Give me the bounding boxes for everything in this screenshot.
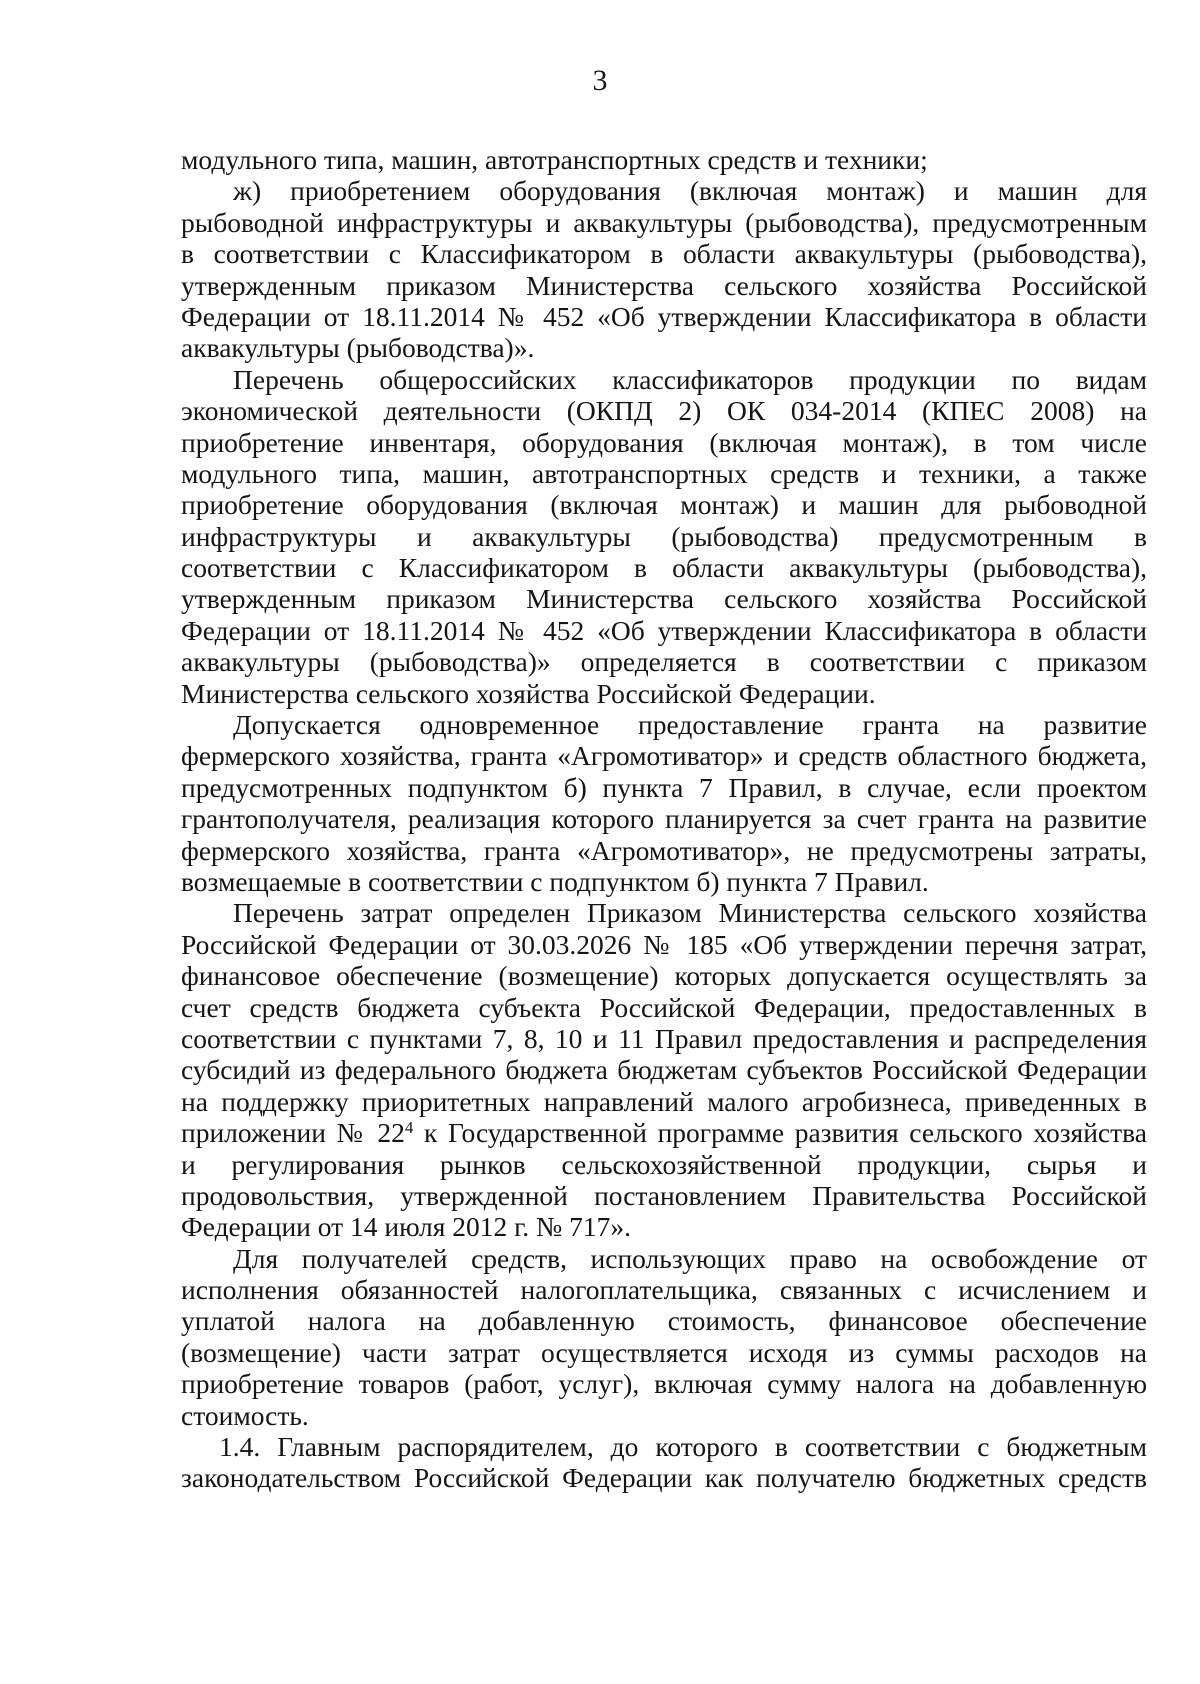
section-1-4: 1.4. Главным распорядителем, до которого в соответствии с бюджетным [219,1431,1147,1463]
text-line: соответствии с пунктами 7, 8, 10 и 11 Правил предоставления и распределения [181,1022,1147,1054]
text-line: уплатой налога на добавленную стоимость, финансовое обеспечение [181,1305,1147,1337]
text-line: аквакультуры (рыбоводства)» определяется в соответствии с приказом [181,646,1147,678]
text-line: Федерации от 18.11.2014 № 452 «Об утверждении Классификатора в области [181,614,1147,646]
text-line: законодательством Российской Федерации как получателю бюджетных средств [181,1462,1147,1494]
text-line: предусмотренных подпунктом б) пункта 7 Правил, в случае, если проектом [181,771,1147,803]
text-line: продовольствия, утвержденной постановлением Правительства Российской [181,1179,1147,1211]
text-line: фермерского хозяйства, гранта «Агромотиватор» и средств областного бюджета, [181,740,1147,772]
text-line: Министерства сельского хозяйства Российской Федерации. [181,677,876,709]
text-line: Российской Федерации от 30.03.2026 № 185 «Об утверждении перечня затрат, [181,928,1147,960]
body-text [181,144,1147,1494]
text-line: приобретение товаров (работ, услуг), включая сумму налога на добавленную [181,1368,1147,1400]
text-line: инфраструктуры и аквакультуры (рыбоводства) предусмотренным в [181,520,1147,552]
text-line: финансовое обеспечение (возмещение) которых допускается осуществлять за [181,960,1147,992]
text-line: соответствии с Классификатором в области аквакультуры (рыбоводства), [181,552,1147,584]
text-line: фермерского хозяйства, гранта «Агромотиватор», не предусмотрены затраты, [181,834,1147,866]
paragraph-start: Перечень общероссийских классификаторов продукции по видам [233,363,1147,395]
text-line: и регулирования рынков сельскохозяйственной продукции, сырья и [181,1148,1147,1180]
paragraph-start: Допускается одновременное предоставление гранта на развитие [233,709,1147,741]
text-line: рыбоводной инфраструктуры и аквакультуры (рыбоводства), предусмотренным [181,206,1147,238]
text-line: счет средств бюджета субъекта Российской Федерации, предоставленных в [181,991,1147,1023]
text-line: приобретение оборудования (включая монтаж) и машин для рыбоводной [181,489,1147,521]
text-line: утвержденным приказом Министерства сельского хозяйства Российской [181,583,1147,615]
text-line: модульного типа, машин, автотранспортных средств и техники, а также [181,457,1147,489]
text-line: субсидий из федерального бюджета бюджетам субъектов Российской Федерации [181,1054,1147,1086]
text-line: приобретение инвентаря, оборудования (включая монтаж), в том числе [181,426,1147,458]
page-number: 3 [592,64,608,97]
text-line: (возмещение) части затрат осуществляется исходя из суммы расходов на [181,1336,1147,1368]
text-line: на поддержку приоритетных направлений малого агробизнеса, приведенных в [181,1085,1147,1117]
text-segment: к Государственной программе развития сельского хозяйства [413,1117,1147,1149]
superscript: 4 [404,1118,414,1138]
text-line: в соответствии с Классификатором в области аквакультуры (рыбоводства), [181,238,1147,270]
text-line: Федерации от 18.11.2014 № 452 «Об утверждении Классификатора в области [181,300,1147,332]
text-line: Федерации от 14 июля 2012 г. № 717». [181,1211,632,1243]
text-line: модульного типа, машин, автотранспортных средств и техники; [181,144,928,175]
list-item-zh: ж) приобретением оборудования (включая монтаж) и машин для [233,175,1147,207]
text-line: экономической деятельности (ОКПД 2) ОК 034-2014 (КПЕС 2008) на [181,395,1147,427]
text-segment: приложении № 22 [181,1117,405,1149]
paragraph-start: Для получателей средств, использующих право на освобождение от [233,1242,1147,1274]
text-line-with-superscript [181,1117,1147,1148]
text-line: возмещаемые в соответствии с подпунктом б) пункта 7 Правил. [181,865,929,897]
text-line: утвержденным приказом Министерства сельского хозяйства Российской [181,269,1147,301]
text-line: стоимость. [181,1399,309,1431]
text-line: аквакультуры (рыбоводства)». [181,332,535,364]
text-line: грантополучателя, реализация которого планируется за счет гранта на развитие [181,803,1147,835]
paragraph-start: Перечень затрат определен Приказом Министерства сельского хозяйства [233,897,1147,929]
text-line: исполнения обязанностей налогоплательщика, связанных с исчислением и [181,1274,1147,1306]
